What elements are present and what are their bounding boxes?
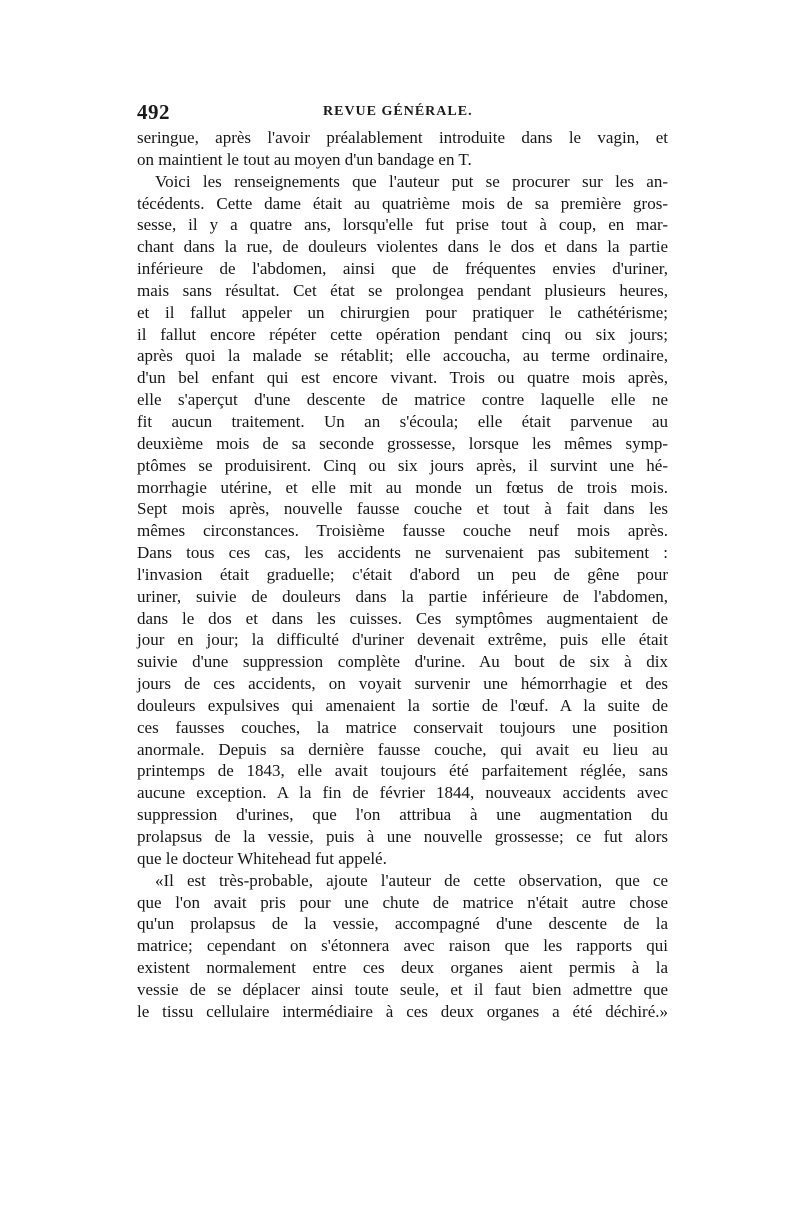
text-line: jour en jour; la difficulté d'uriner devenait extrême, puis elle était: [137, 630, 668, 650]
text-line: que le docteur Whitehead fut appelé.: [137, 848, 387, 868]
text-line: fit aucun traitement. Un an s'écoula; elle était parvenue au: [137, 411, 668, 431]
text-line: suppression d'urines, que l'on attribua à une augmentation du: [137, 805, 668, 825]
text-line: inférieure de l'abdomen, ainsi que de fréquentes envies d'uriner,: [137, 259, 668, 279]
text-line: printemps de 1843, elle avait toujours été parfaitement réglée, sans: [137, 761, 668, 781]
text-line: existent normalement entre ces deux organes aient permis à la: [137, 958, 668, 978]
text-line: Dans tous ces cas, les accidents ne survenaient pas subitement :: [137, 543, 668, 563]
text-line: après quoi la malade se rétablit; elle accoucha, au terme ordinaire,: [137, 346, 668, 366]
text-line: jours de ces accidents, on voyait survenir une hémorrhagie et des: [137, 674, 668, 694]
page-header: [137, 100, 667, 126]
text-line: elle s'aperçut d'une descente de matrice contre laquelle elle ne: [137, 390, 668, 410]
text-line: Sept mois après, nouvelle fausse couche et tout à fait dans les: [137, 499, 668, 519]
text-line: técédents. Cette dame était au quatrième mois de sa première gros-: [137, 193, 668, 213]
text-line: seringue, après l'avoir préalablement introduite dans le vagin, et: [137, 128, 668, 147]
text-line: il fallut encore répéter cette opération pendant cinq ou six jours;: [137, 324, 668, 344]
text-line: on maintient le tout au moyen d'un bandage en T.: [137, 149, 472, 169]
text-line: dans le dos et dans les cuisses. Ces symptômes augmentaient de: [137, 608, 668, 628]
text-line: le tissu cellulaire intermédiaire à ces deux organes a été déchiré.»: [137, 1001, 668, 1021]
text-line: ces fausses couches, la matrice conservait toujours une position: [137, 717, 668, 737]
running-title: REVUE GÉNÉRALE.: [323, 104, 473, 119]
text-line: qu'un prolapsus de la vessie, accompagné d'une descente de la: [137, 914, 668, 934]
text-line: prolapsus de la vessie, puis à une nouvelle grossesse; ce fut alors: [137, 827, 668, 846]
text-line: l'invasion était graduelle; c'était d'abord un peu de gêne pour: [137, 564, 668, 584]
text-line: deuxième mois de sa seconde grossesse, lorsque les mêmes symp-: [137, 433, 668, 453]
text-line: que l'on avait pris pour une chute de matrice n'était autre chose: [137, 892, 668, 912]
text-line: mêmes circonstances. Troisième fausse couche neuf mois après.: [137, 521, 668, 541]
text-line: Voici les renseignements que l'auteur put se procurer sur les an-: [155, 171, 668, 191]
page-number: 492: [137, 100, 170, 124]
text-line: ptômes se produisirent. Cinq ou six jours après, il survint une hé-: [137, 455, 668, 475]
text-line: chant dans la rue, de douleurs violentes dans le dos et dans la partie: [137, 237, 668, 257]
text-line: mais sans résultat. Cet état se prolongea pendant plusieurs heures,: [137, 280, 668, 300]
text-line: d'un bel enfant qui est encore vivant. Trois ou quatre mois après,: [137, 368, 668, 388]
text-line: douleurs expulsives qui amenaient la sortie de l'œuf. A la suite de: [137, 695, 668, 715]
text-line: vessie de se déplacer ainsi toute seule, et il faut bien admettre que: [137, 979, 668, 999]
text-line: sesse, il y a quatre ans, lorsqu'elle fut prise tout à coup, en mar-: [137, 215, 668, 235]
text-line: uriner, suivie de douleurs dans la partie inférieure de l'abdomen,: [137, 586, 668, 606]
text-line: «Il est très-probable, ajoute l'auteur de cette observation, que ce: [155, 870, 668, 890]
text-line: suivie d'une suppression complète d'urine. Au bout de six à dix: [137, 652, 668, 672]
text-line: matrice; cependant on s'étonnera avec raison que les rapports qui: [137, 936, 668, 956]
text-line: aucune exception. A la fin de février 1844, nouveaux accidents avec: [137, 783, 668, 803]
text-line: anormale. Depuis sa dernière fausse couche, qui avait eu lieu au: [137, 739, 668, 759]
text-line: et il fallut appeler un chirurgien pour pratiquer le cathétérisme;: [137, 302, 668, 322]
text-line: morrhagie utérine, et elle mit au monde un fœtus de trois mois.: [137, 477, 668, 497]
body-text: [137, 127, 668, 1023]
